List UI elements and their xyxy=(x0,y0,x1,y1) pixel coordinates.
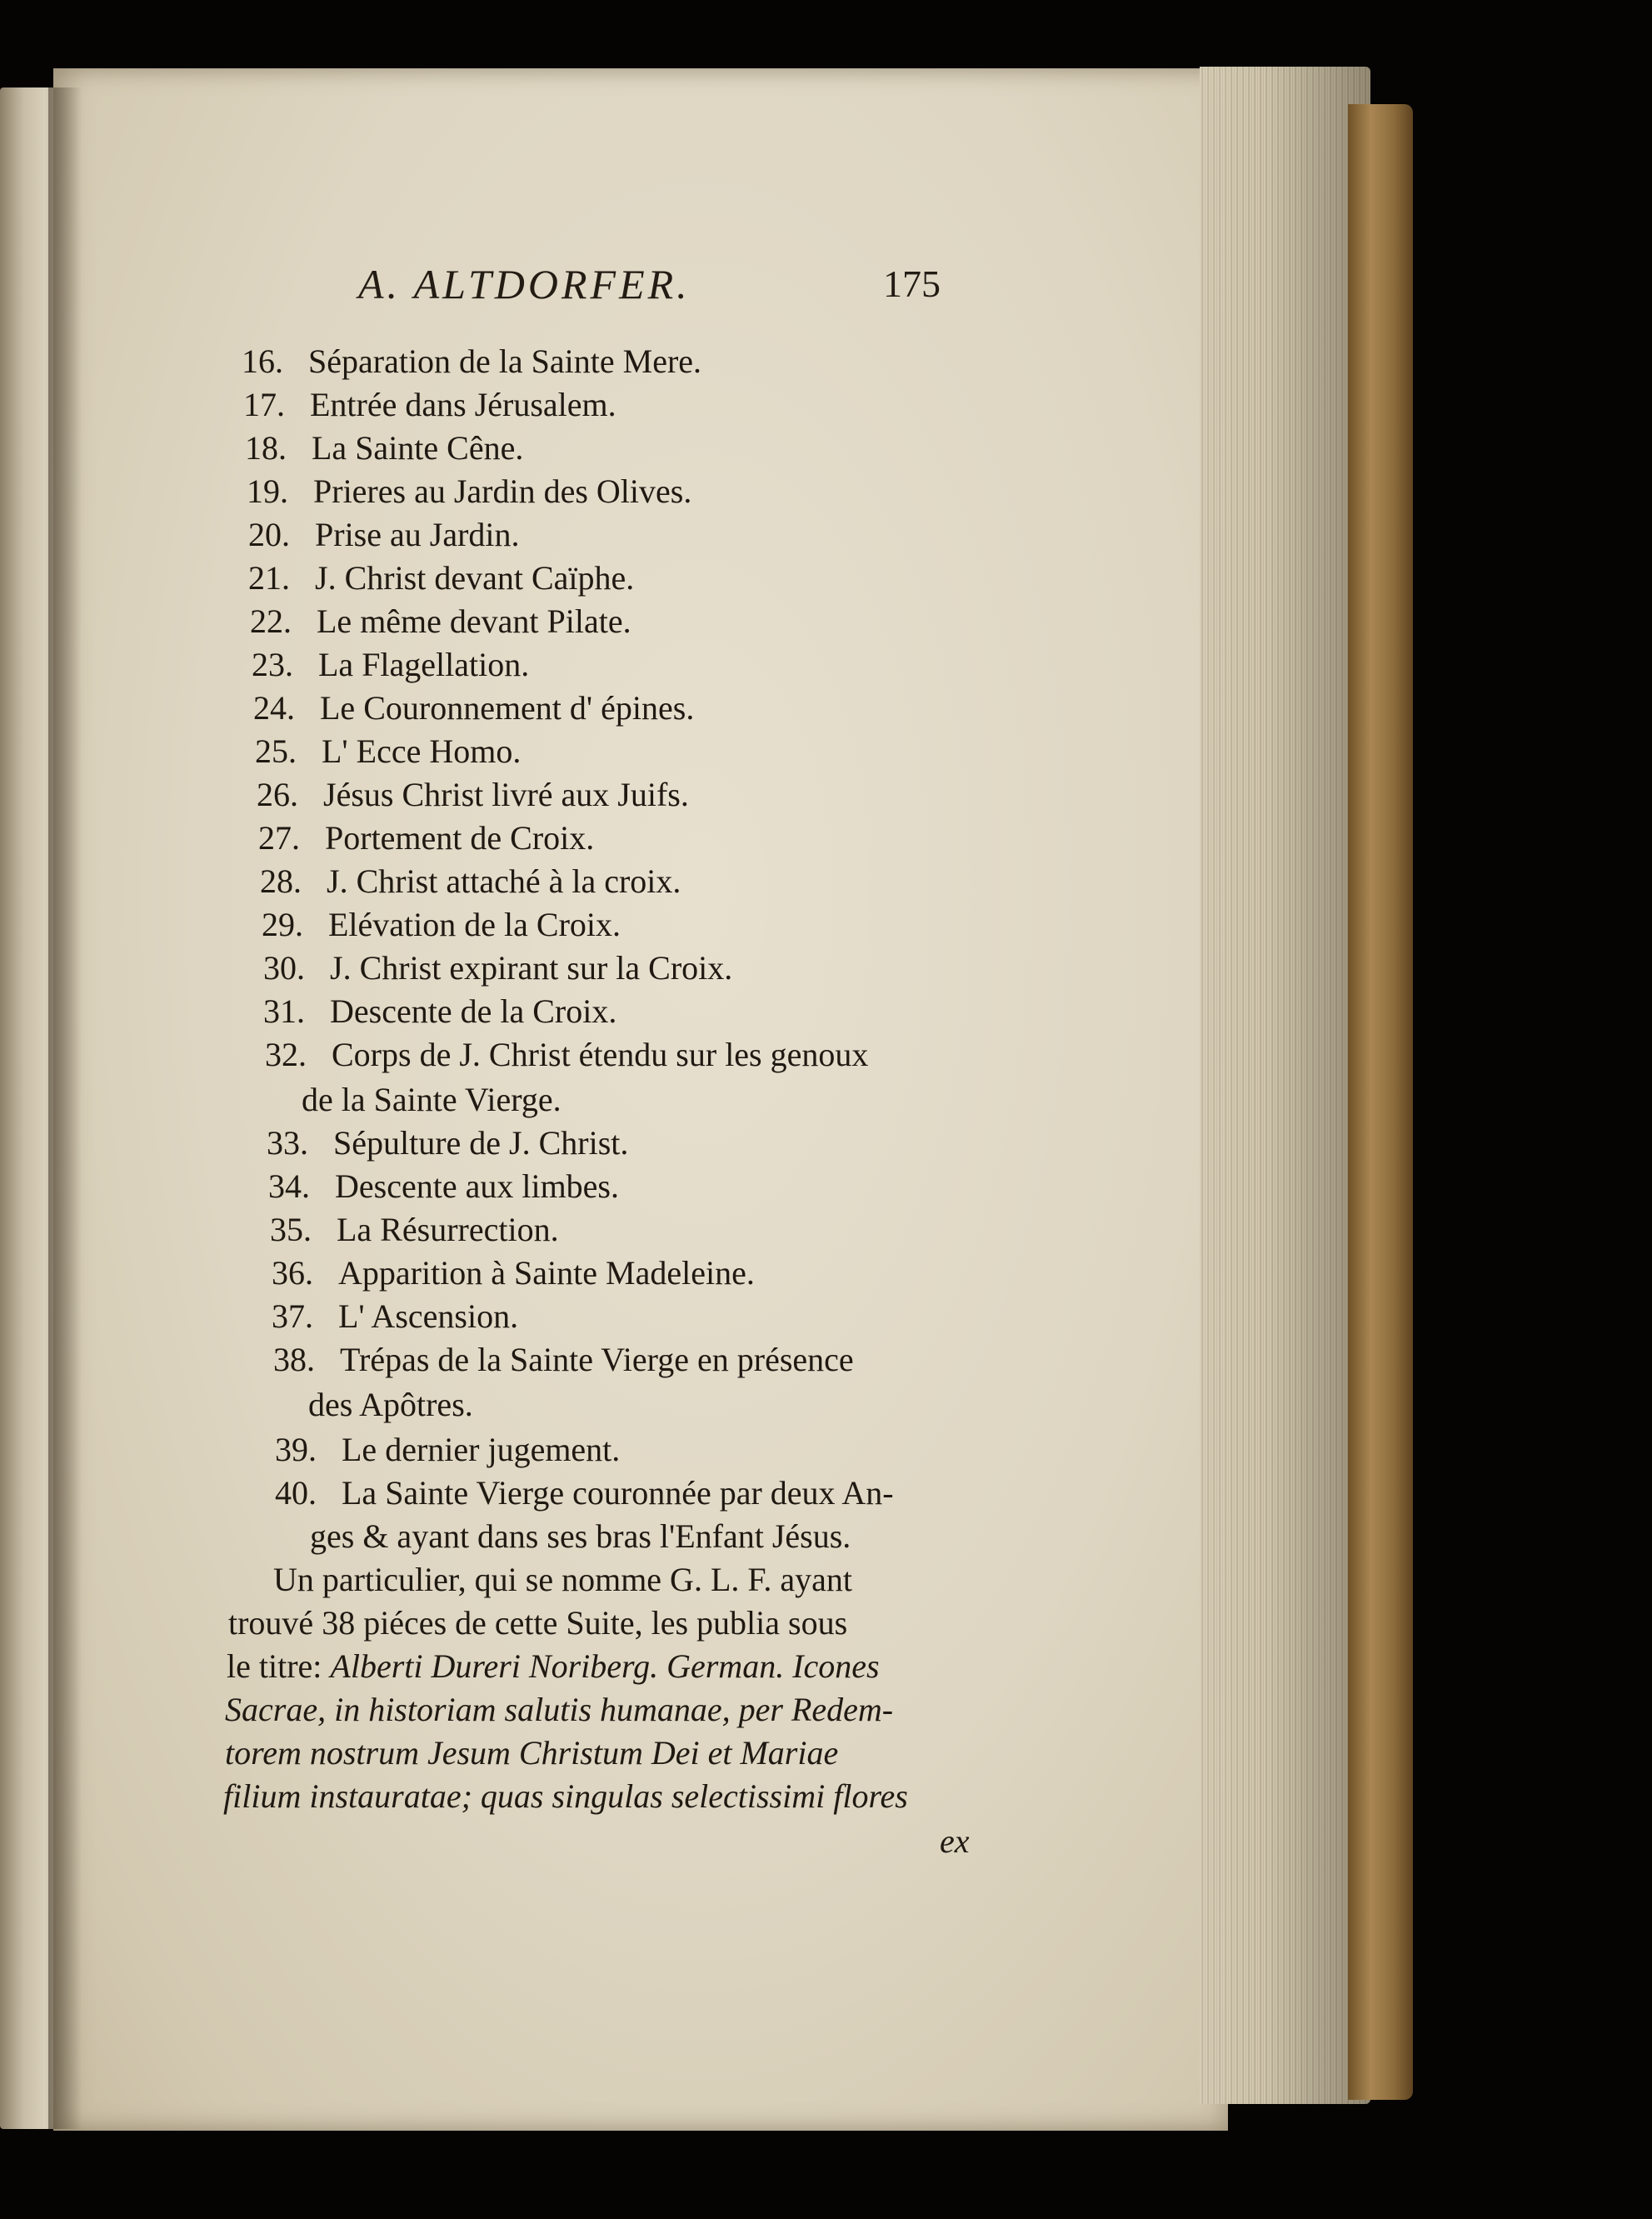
list-item: 35. La Résurrection. xyxy=(270,1211,559,1248)
list-item-continuation: de la Sainte Vierge. xyxy=(302,1081,561,1118)
list-item: 25. L' Ecce Homo. xyxy=(255,732,522,770)
list-item: 23. La Flagellation. xyxy=(252,646,530,683)
catchword: ex xyxy=(940,1822,970,1860)
list-item: 40. La Sainte Vierge couronnée par deux An- xyxy=(275,1474,894,1512)
page-number: 175 xyxy=(883,262,941,305)
list-item: 39. Le dernier jugement. xyxy=(275,1431,621,1468)
list-item-continuation: ges & ayant dans ses bras l'Enfant Jésus. xyxy=(310,1517,851,1555)
list-item: 20. Prise au Jardin. xyxy=(248,516,520,553)
paragraph-line: trouvé 38 piéces de cette Suite, les publia sous xyxy=(228,1604,848,1642)
list-item: 21. J. Christ devant Caïphe. xyxy=(248,559,635,597)
running-head: A. ALTDORFER. xyxy=(358,261,691,307)
list-item: 19. Prieres au Jardin des Olives. xyxy=(247,472,692,510)
list-item: 18. La Sainte Cêne. xyxy=(245,429,524,467)
list-item: 34. Descente aux limbes. xyxy=(268,1167,619,1205)
list-item: 27. Portement de Croix. xyxy=(258,819,595,857)
paragraph-line: Sacrae, in historiam salutis humanae, per Redem- xyxy=(225,1691,894,1728)
list-item: 31. Descente de la Croix. xyxy=(263,992,617,1030)
paragraph-line: Un particulier, qui se nomme G. L. F. ayant xyxy=(273,1561,853,1598)
list-item: 24. Le Couronnement d' épines. xyxy=(253,689,695,727)
list-item: 36. Apparition à Sainte Madeleine. xyxy=(272,1254,755,1292)
list-item: 26. Jésus Christ livré aux Juifs. xyxy=(257,776,689,813)
list-item-continuation: des Apôtres. xyxy=(308,1386,473,1423)
list-item: 22. Le même devant Pilate. xyxy=(250,602,631,640)
paragraph-line: torem nostrum Jesum Christum Dei et Mariae xyxy=(225,1734,839,1772)
paragraph-line: filium instauratae; quas singulas selectissimi flores xyxy=(223,1777,908,1815)
list-item: 29. Elévation de la Croix. xyxy=(262,906,621,943)
list-item: 37. L' Ascension. xyxy=(272,1297,519,1335)
list-item: 17. Entrée dans Jérusalem. xyxy=(243,386,616,423)
list-item: 32. Corps de J. Christ étendu sur les genoux xyxy=(265,1036,869,1073)
list-item: 38. Trépas de la Sainte Vierge en présence xyxy=(273,1341,854,1378)
paragraph-line: le titre: Alberti Dureri Noriberg. German. Icones xyxy=(227,1647,880,1685)
list-item: 16. Séparation de la Sainte Mere. xyxy=(242,342,702,380)
list-item: 33. Sépulture de J. Christ. xyxy=(267,1124,629,1162)
list-item: 30. J. Christ expirant sur la Croix. xyxy=(263,949,733,987)
list-item: 28. J. Christ attaché à la croix. xyxy=(260,862,681,900)
